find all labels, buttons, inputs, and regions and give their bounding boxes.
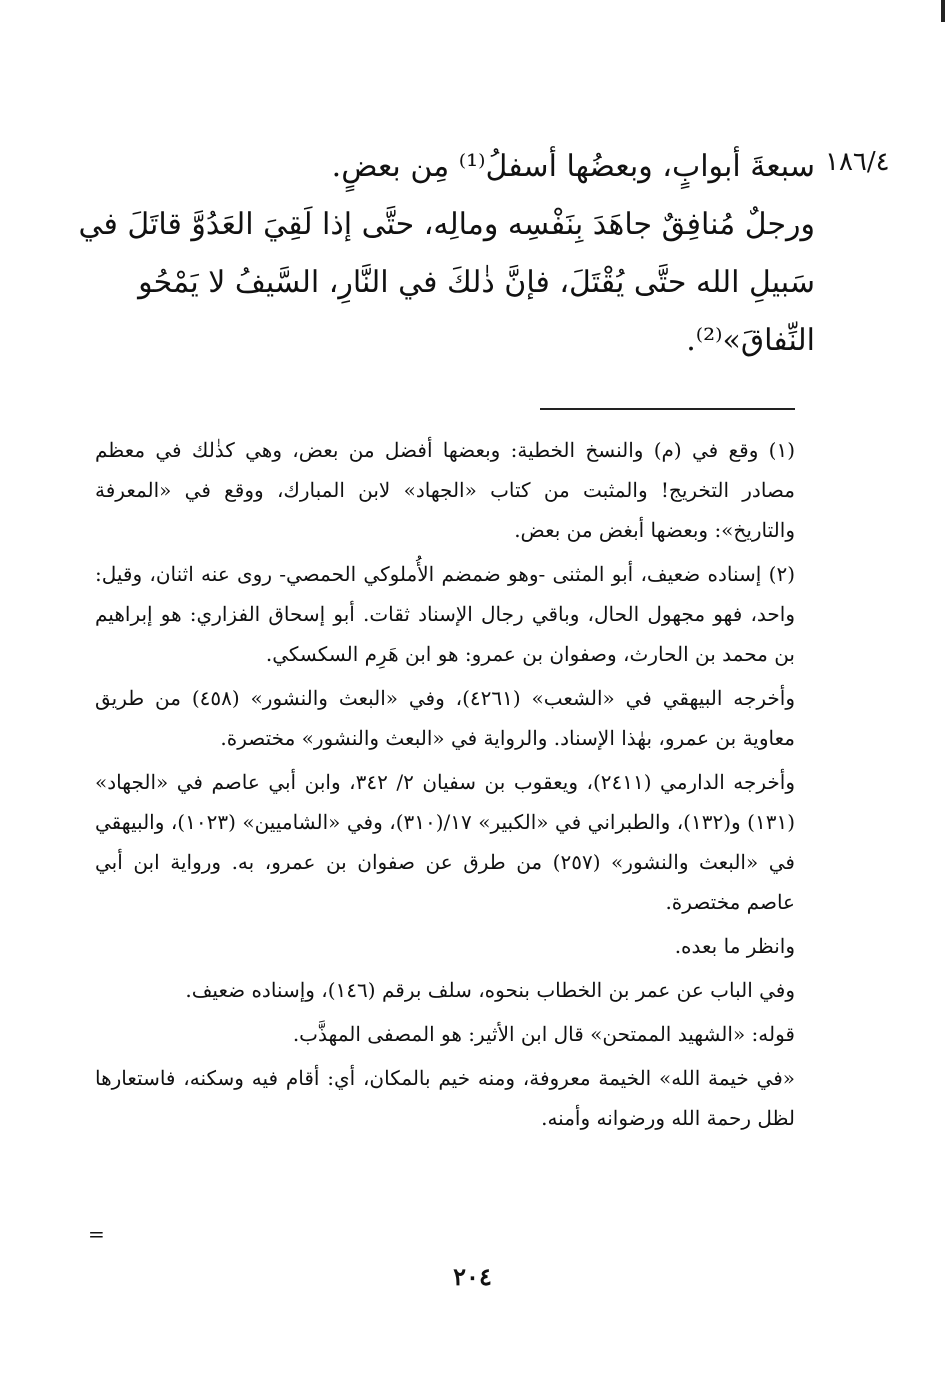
footnotes [95, 430, 795, 1142]
footnote-paragraph: وأخرجه البيهقي في «الشعب» (٤٢٦١)، وفي «البعث والنشور» (٤٥٨) من طريق معاوية بن عمرو، بهٰذا الإسناد. والرواية في «البعث والنشور» مختصرة. [95, 686, 795, 750]
footnote-separator [540, 408, 795, 410]
footnote-paragraph: وفي الباب عن عمر بن الخطاب بنحوه، سلف برقم (١٤٦)، وإسناده ضعيف. [185, 978, 795, 1002]
page-number: ٢٠٤ [453, 1262, 492, 1291]
page-edge-mark [941, 0, 945, 22]
footnote-paragraph: وانظر ما بعده. [674, 934, 795, 958]
footnote-1: (١) وقع في (م) والنسخ الخطية: وبعضها أفضل من بعض، وهي كذٰلك في معظم مصادر التخريج! والمثبت من كتاب «الجهاد» لابن المبارك، ووقع في «المعرفة والتاريخ»: وبعضها أبغض من بعض. [95, 438, 795, 542]
footnote-paragraph: «في خيمة الله» الخيمة معروفة، ومنه خيم بالمكان، أي: أقام فيه وسكنه، فاستعارها لظل رحمة الله ورضوانه وأمنه. [95, 1066, 795, 1130]
footnote-paragraph: وأخرجه الدارمي (٢٤١١)، ويعقوب بن سفيان ٢/ ٣٤٢، وابن أبي عاصم في «الجهاد» (١٣١) و(١٣٢)، والطبراني في «الكبير» ١٧/(٣١٠)، وفي «الشاميين» (١٠٢٣)، والبيهقي في «البعث والنشور» (٢٥٧) من طرق عن صفوان بن عمرو، به. ورواية ابن أبي عاصم مختصرة. [95, 770, 795, 914]
footnote-paragraph: قوله: «الشهيد الممتحن» قال ابن الأثير: هو المصفى المهذَّب. [292, 1022, 795, 1046]
main-text-line-1: سبعةَ أبوابٍ، وبعضُها أسفلُ⁽¹⁾ مِن بعضٍ. [331, 149, 815, 184]
continuation-mark: = [88, 1222, 105, 1246]
main-text-line-4: النِّفاقَ»⁽²⁾. [686, 323, 815, 358]
hadith-reference: ١٨٦/٤ [825, 147, 890, 177]
main-text-line-3: سَبيلِ الله حتَّى يُقْتَلَ، فإنَّ ذٰلكَ في النَّارِ، السَّيفُ لا يَمْحُو [138, 265, 815, 300]
main-text-line-2: ورجلٌ مُنافِقٌ جاهَدَ بِنَفْسِه ومالِه، حتَّى إذا لَقِيَ العَدُوَّ قاتَلَ في [78, 207, 815, 242]
footnote-2: (٢) إسناده ضعيف، أبو المثنى -وهو ضمضم الأُملوكي الحمصي- روى عنه اثنان، وقيل: واحد، فهو مجهول الحال، وباقي رجال الإسناد ثقات. أبو إسحاق الفزاري: هو إبراهيم بن محمد بن الحارث، وصفوان بن عمرو: هو ابن هَرِم السكسكي. [95, 562, 795, 666]
main-text [78, 138, 815, 370]
